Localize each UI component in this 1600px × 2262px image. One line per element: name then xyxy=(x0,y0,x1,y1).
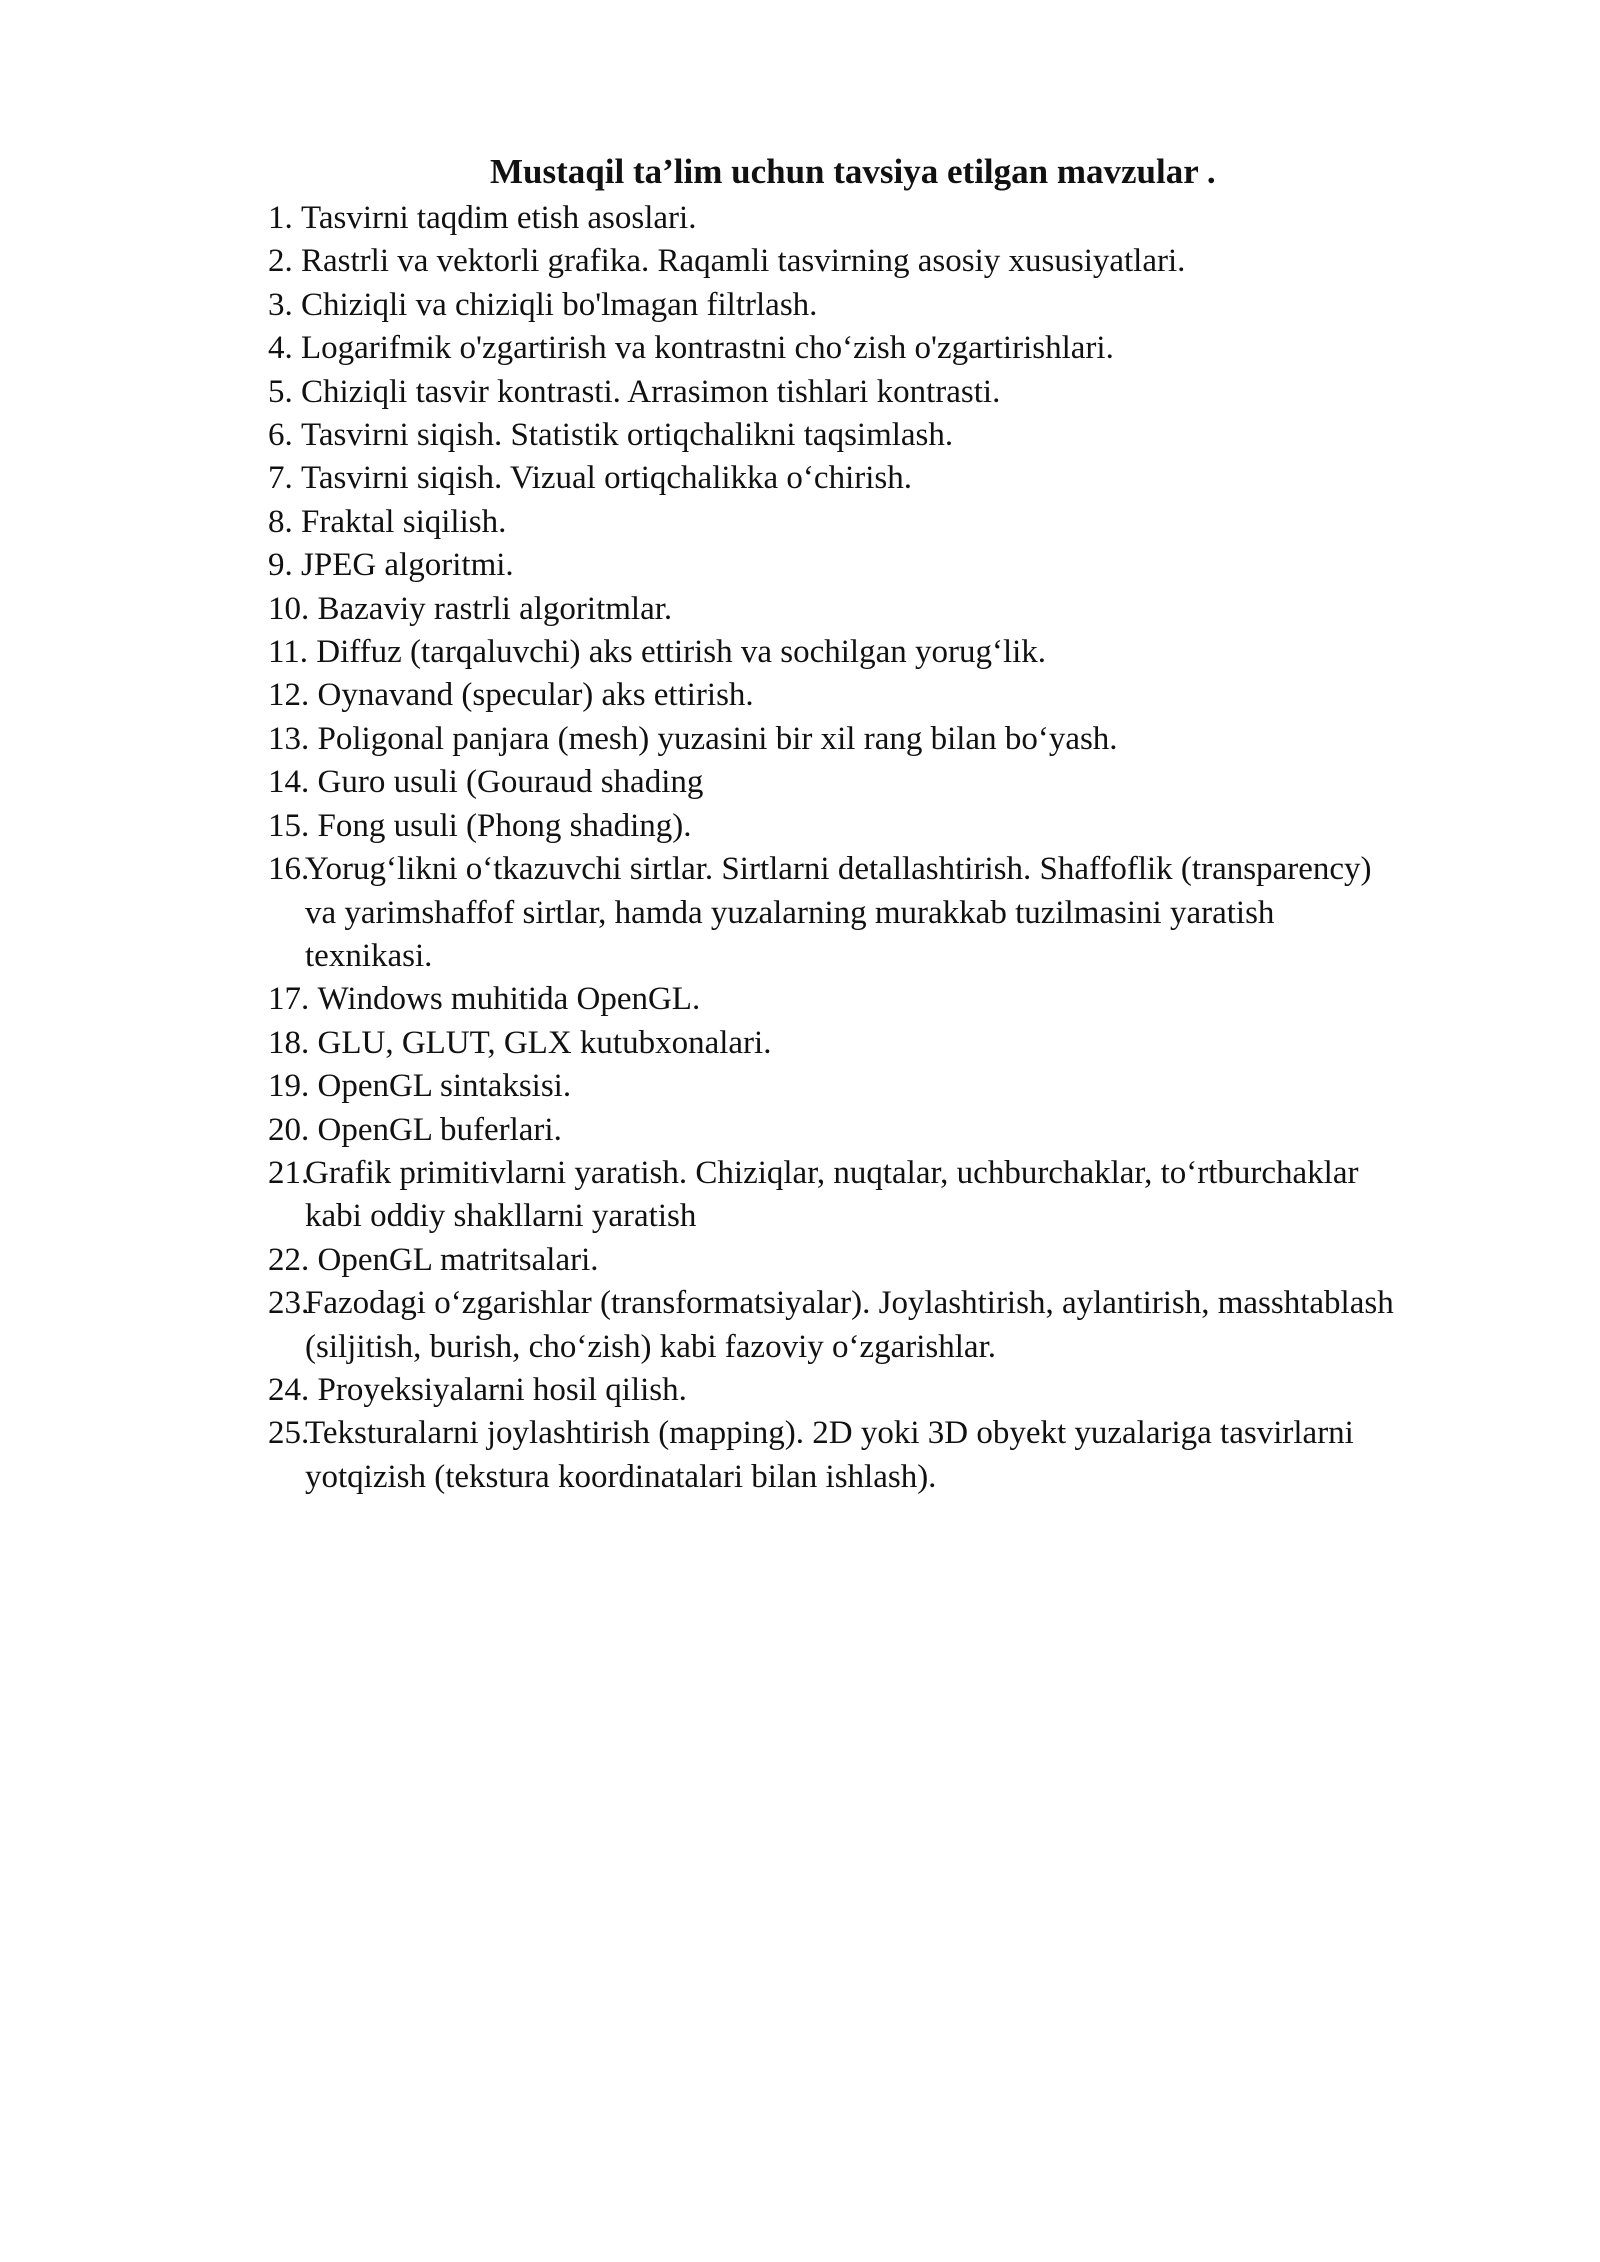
topic-text: Chiziqli tasvir kontrasti. Arrasimon tishlari kontrasti. xyxy=(301,373,1001,410)
topic-text: Bazaviy rastrli algoritmlar. xyxy=(317,590,673,627)
topic-text: Guro usuli (Gouraud shading xyxy=(317,764,704,801)
topic-item xyxy=(268,1282,1398,1369)
topic-item xyxy=(268,284,1398,327)
topic-number: 18. xyxy=(268,1024,318,1061)
topic-item xyxy=(268,1022,1398,1065)
topic-text: Tasvirni siqish. Vizual ortiqchalikka o‘chirish. xyxy=(301,460,912,497)
topic-text: Grafik primitivlarni yaratish. Chiziqlar, nuqtalar, uchburchaklar, to‘rtburchaklar kabi oddiy shakllarni yaratish xyxy=(305,1154,1359,1235)
topic-number: 23. xyxy=(268,1285,318,1322)
topic-text: OpenGL sintaksisi. xyxy=(317,1068,572,1105)
topic-text: OpenGL matritsalari. xyxy=(317,1241,599,1278)
topic-item xyxy=(268,501,1398,544)
topic-number: 17. xyxy=(268,981,318,1018)
topic-item xyxy=(268,1065,1398,1108)
topic-number: 7. xyxy=(268,460,301,497)
topic-item xyxy=(268,631,1398,674)
topic-item xyxy=(268,674,1398,717)
topic-item xyxy=(268,1412,1398,1499)
topic-number: 3. xyxy=(268,286,301,323)
topic-number: 13. xyxy=(268,720,318,757)
topic-text: GLU, GLUT, GLX kutubxonalari. xyxy=(317,1024,772,1061)
topic-number: 14. xyxy=(268,764,318,801)
topic-text: Tasvirni siqish. Statistik ortiqchalikni taqsimlash. xyxy=(301,417,954,454)
topic-text: Oynavand (specular) aks ettirish. xyxy=(317,677,754,714)
topic-text: Yorug‘likni o‘tkazuvchi sirtlar. Sirtlarni detallashtirish. Shaffoflik (transparency) va yarimshaffof sirtlar, hamda yuzalarning murakkab tuzilmasini yaratish texnikasi. xyxy=(305,851,1372,974)
topic-item xyxy=(268,414,1398,457)
topic-number: 5. xyxy=(268,373,301,410)
topic-item xyxy=(268,327,1398,370)
topic-text: OpenGL buferlari. xyxy=(317,1111,562,1148)
topic-number: 11. xyxy=(268,634,317,671)
topic-item xyxy=(268,544,1398,587)
topic-number: 19. xyxy=(268,1068,318,1105)
topic-item xyxy=(268,761,1398,804)
topic-number: 25. xyxy=(268,1415,318,1452)
topic-text: Proyeksiyalarni hosil qilish. xyxy=(317,1371,687,1408)
topic-text: Rastrli va vektorli grafika. Raqamli tasvirning asosiy xususiyatlari. xyxy=(301,243,1186,280)
topic-number: 8. xyxy=(268,503,301,540)
topic-text: Teksturalarni joylashtirish (mapping). 2D yoki 3D obyekt yuzalariga tasvirlarni yotqizish (tekstura koordinatalari bilan ishlash). xyxy=(305,1415,1354,1495)
topic-number: 2. xyxy=(268,243,301,280)
topic-text: Diffuz (tarqaluvchi) aks ettirish va sochilgan yorug‘lik. xyxy=(316,634,1047,671)
topic-number: 9. xyxy=(268,547,301,584)
topic-text: Windows muhitida OpenGL. xyxy=(317,981,701,1018)
topic-number: 12. xyxy=(268,677,318,714)
topic-text: Tasvirni taqdim etish asoslari. xyxy=(301,200,697,236)
topic-item xyxy=(268,457,1398,500)
topic-item xyxy=(268,978,1398,1021)
topic-number: 6. xyxy=(268,417,301,454)
topic-number: 1. xyxy=(268,200,301,236)
topic-text: Poligonal panjara (mesh) yuzasini bir xil rang bilan bo‘yash. xyxy=(317,720,1118,757)
document-title: Mustaqil ta’lim uchun tavsiya etilgan mavzular . xyxy=(490,152,1216,191)
topic-text: JPEG algoritmi. xyxy=(301,547,514,584)
topic-item xyxy=(268,240,1398,283)
topic-text: Fazodagi o‘zgarishlar (transformatsiyalar). Joylashtirish, aylantirish, masshtablash (siljitish, burish, cho‘zish) kabi fazoviy o‘zgarishlar. xyxy=(305,1285,1394,1365)
topic-number: 10. xyxy=(268,590,318,627)
topic-list xyxy=(268,197,1398,1499)
topic-number: 4. xyxy=(268,330,301,367)
topic-item xyxy=(268,805,1398,848)
topic-number: 24. xyxy=(268,1371,318,1408)
topic-item xyxy=(268,197,1398,240)
topic-number: 16. xyxy=(268,851,318,888)
topic-item xyxy=(268,718,1398,761)
topic-text: Logarifmik o'zgartirish va kontrastni cho‘zish o'zgartirishlari. xyxy=(301,330,1114,367)
topic-text: Fraktal siqilish. xyxy=(301,503,507,540)
topic-item xyxy=(268,848,1398,978)
topic-item xyxy=(268,1369,1398,1412)
topic-item xyxy=(268,1152,1398,1239)
topic-item xyxy=(268,588,1398,631)
topic-text: Fong usuli (Phong shading). xyxy=(317,807,692,844)
topic-number: 20. xyxy=(268,1111,318,1148)
topic-number: 22. xyxy=(268,1241,318,1278)
topic-number: 15. xyxy=(268,807,318,844)
topic-item xyxy=(268,1239,1398,1282)
topic-item xyxy=(268,1109,1398,1152)
topic-text: Chiziqli va chiziqli bo'lmagan filtrlash. xyxy=(301,286,818,323)
topic-item xyxy=(268,371,1398,414)
topic-number: 21. xyxy=(268,1154,318,1191)
